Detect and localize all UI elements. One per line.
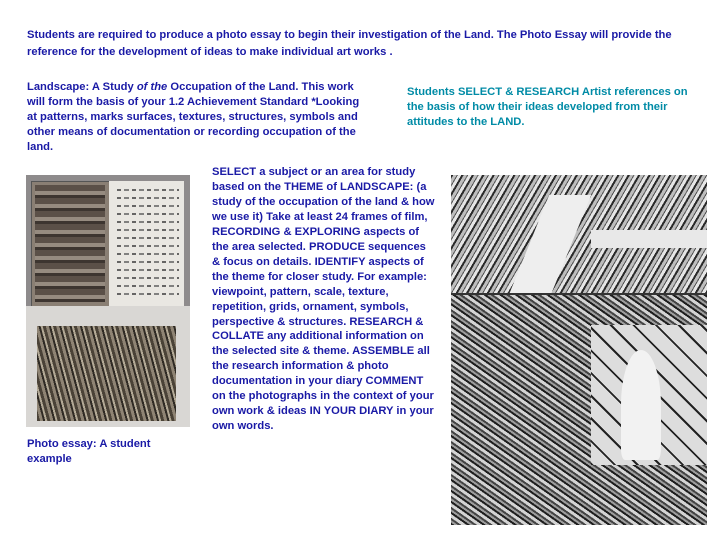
process-steps-text: SELECT a subject or an area for study based on the THEME of LANDSCAPE: (a study of the occupation of the land & how we use it) Take at least 24 frames of film, RECORDING & EXPLORING aspects of the area selected. PRODUCE sequences & focus on details. IDENTIFY aspects of the theme for closer study. For example: viewpoint, pattern, scale, texture, repetition, grids, ornament, symbols, perspective & structures. RESEARCH & COLLATE any additional information on the selected site & theme. ASSEMBLE all the research information & photo documentation in your diary COMMENT on the photographs in the context of your own work & ideas IN YOUR DIARY in your own words. [212, 166, 435, 433]
garden-path-drawing [451, 175, 707, 295]
student-photo-essay-image [26, 175, 190, 427]
artist-references-note: Students SELECT & RESEARCH Artist references on the basis of how their ideas developed from their attitudes to the LAND. [407, 86, 688, 128]
photo-essay-caption: Photo essay: A student example [27, 438, 151, 465]
intro-text: Students are required to produce a photo essay to begin their investigation of the Land. The Photo Essay will provide the reference for the development of ideas to make individual art works . [27, 29, 672, 58]
fence-photo [37, 326, 176, 421]
notebook-handwriting-page [109, 181, 184, 306]
landscape-text-part3: Occupation of the Land. This work will form the basis of your 1.2 Achievement Standard *Looking at patterns, marks surfaces, textures, structures, symbols and other means of documentation or recording occupation of the land. [27, 81, 360, 153]
landscape-text-part1: Landscape: A Study [27, 81, 137, 93]
artist-drawing-image [451, 175, 707, 525]
landscape-text-italic: of the [136, 81, 168, 93]
plants-lattice-drawing [451, 295, 707, 525]
notebook-left-page [31, 181, 111, 308]
landscape-study-text [27, 80, 372, 155]
notebook-lower-page [26, 306, 190, 427]
